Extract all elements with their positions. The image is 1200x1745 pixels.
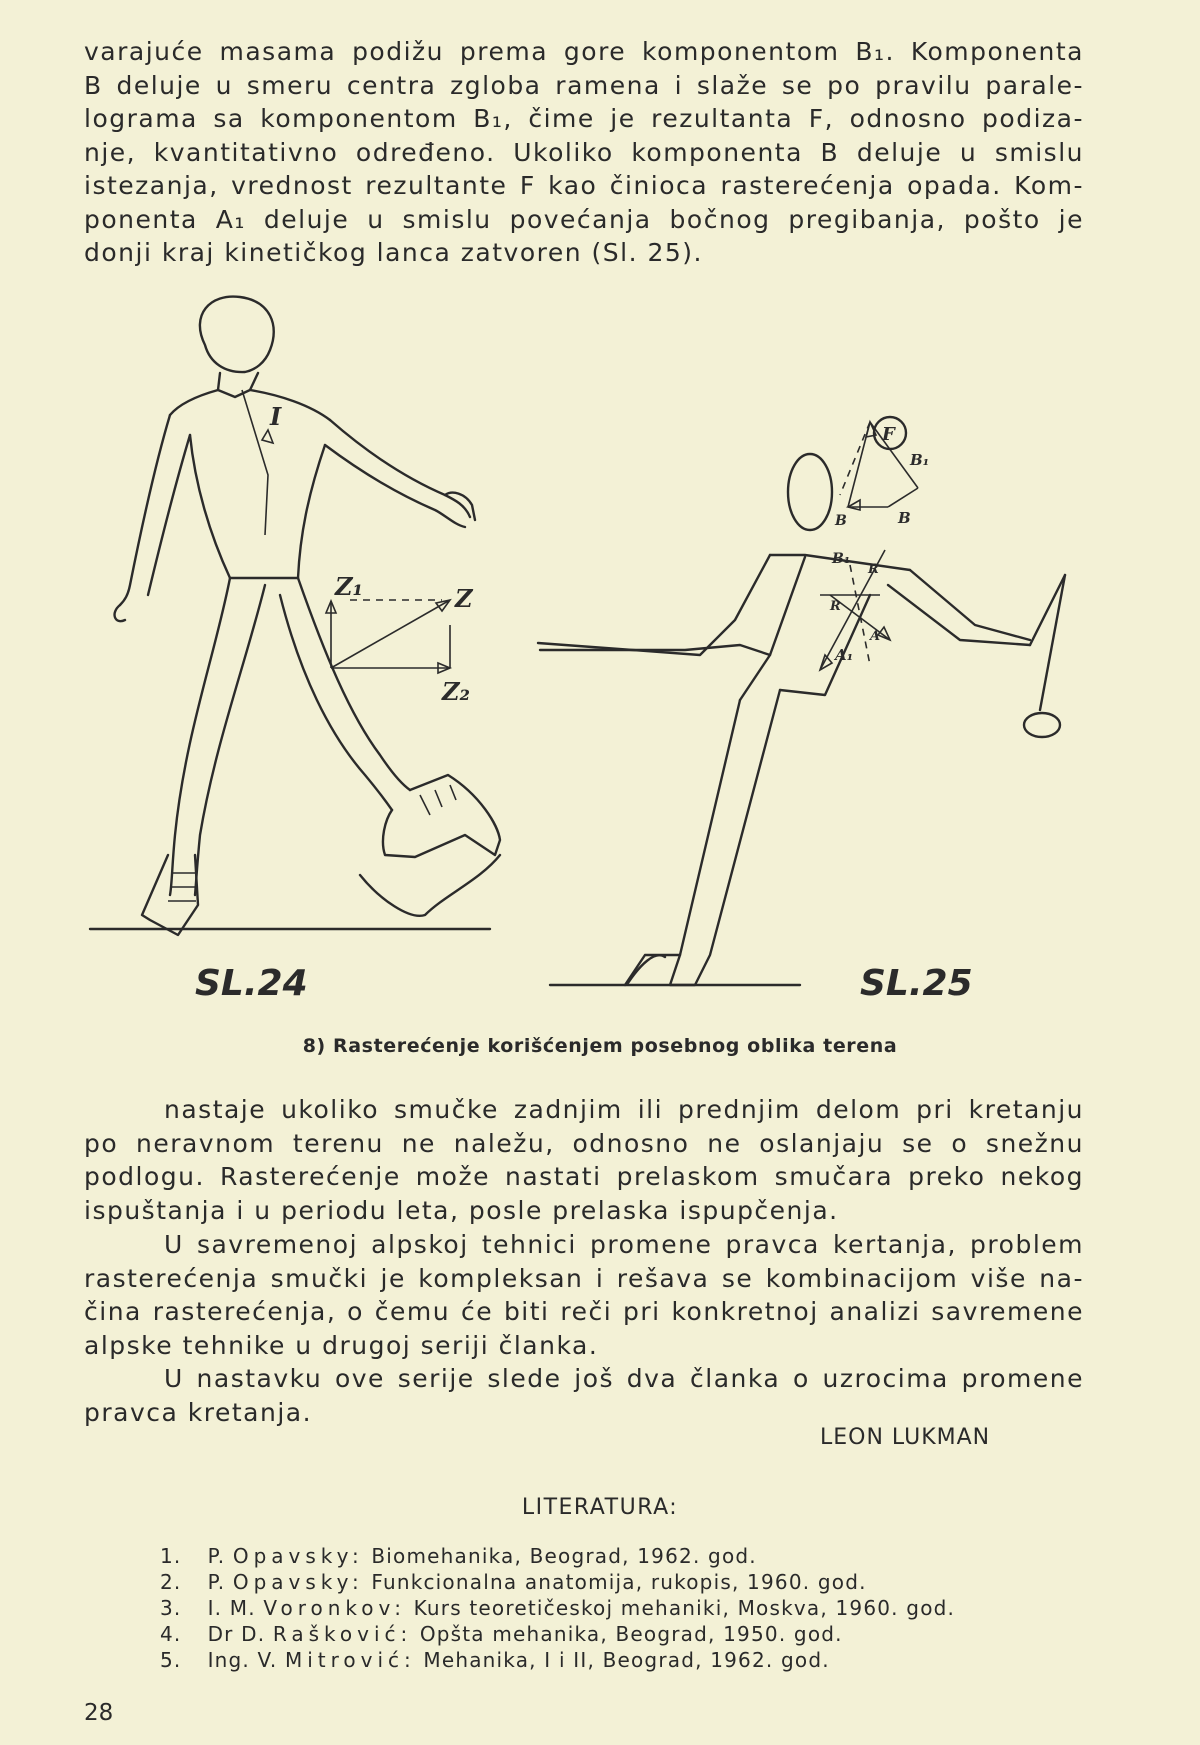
figure-24-drawing [90, 297, 500, 935]
reference-title: Kurs teoretičeskoj mehaniki, Moskva, 1960. god. [413, 1596, 956, 1620]
figure-25-drawing [538, 417, 1065, 985]
paragraph-line: nastaje ukoliko smučke zadnjim ili prednjim delom pri kretanju [164, 1095, 1084, 1124]
reference-number: 3. [160, 1596, 182, 1620]
figure-25-caption: SL.25 [860, 963, 973, 1000]
paragraph-line: U nastavku ove serije slede još dva članka o uzrocima promene [164, 1364, 1084, 1393]
reference-prefix: P. [207, 1544, 226, 1568]
reference-item [160, 1595, 955, 1621]
intro-line: ponenta A₁ deluje u smislu povećanja bočnog pregibanja, pošto je [84, 204, 1084, 234]
label-R-lower: R [830, 599, 841, 614]
intro-line: lograma sa komponentom B₁, čime je rezultanta F, odnosno podiza- [84, 104, 1084, 133]
paragraph-line: U savremenoj alpskoj tehnici promene pravca kertanja, problem [164, 1230, 1084, 1259]
intro-line: nje, kvantitativno određeno. Ukoliko komponenta B deluje u smislu [84, 137, 1084, 167]
paragraph-line: rasterećenja smučki je kompleksan i rešava se kombinacijom više na- [84, 1263, 1084, 1293]
label-B1-lower: B₁ [832, 551, 850, 567]
label-B-left: B [835, 513, 847, 529]
author-name: LEON LUKMAN [820, 1425, 991, 1450]
reference-item [160, 1647, 955, 1673]
reference-prefix: Dr D. [207, 1622, 266, 1646]
intro-paragraph [84, 35, 1084, 270]
reference-title: Funkcionalna anatomija, rukopis, 1960. god. [371, 1570, 867, 1594]
reference-author: Voronkov: [263, 1596, 407, 1620]
reference-prefix: I. M. [207, 1596, 256, 1620]
label-Z: Z [455, 584, 473, 613]
literature-heading: LITERATURA: [521, 1495, 679, 1520]
reference-number: 2. [160, 1570, 182, 1594]
label-A1: A₁ [835, 646, 854, 664]
references-list [160, 1543, 955, 1673]
section-subheading: 8) Rasterećenje korišćenjem posebnog oblika terena [302, 1035, 898, 1057]
intro-line: varajuće masama podižu prema gore komponentom B₁. Komponenta [84, 37, 1084, 66]
reference-number: 1. [160, 1544, 182, 1568]
paragraph-line: alpske tehnike u drugoj seriji članka. [84, 1330, 599, 1360]
paragraph-line: po neravnom terenu ne naležu, odnosno ne oslanjaju se o snežnu [84, 1128, 1084, 1158]
label-F: F [882, 424, 895, 445]
paragraph-2 [84, 1093, 1084, 1227]
figures-svg [80, 295, 1120, 1000]
paragraph-3 [84, 1228, 1084, 1362]
label-I: I [270, 402, 282, 431]
reference-prefix: P. [207, 1570, 226, 1594]
figures-area [80, 295, 1120, 1000]
paragraph-4 [84, 1362, 1084, 1429]
paragraph-line: ispuštanja i u periodu leta, posle prelaska ispupčenja. [84, 1195, 839, 1225]
label-B1-top: B₁ [910, 451, 930, 469]
reference-item [160, 1621, 955, 1647]
label-R-upper: R [868, 562, 879, 577]
reference-prefix: Ing. V. [207, 1648, 278, 1672]
intro-line: donji kraj kinetičkog lanca zatvoren (Sl. 25). [84, 238, 703, 267]
label-Z1: Z₁ [335, 572, 364, 601]
label-A: A [870, 629, 881, 644]
reference-title: Mehanika, I i II, Beograd, 1962. god. [423, 1648, 830, 1672]
reference-item [160, 1543, 955, 1569]
paragraph-line: podlogu. Rasterećenje može nastati prelaskom smučara preko nekog [84, 1162, 1084, 1191]
reference-title: Opšta mehanika, Beograd, 1950. god. [419, 1622, 843, 1646]
reference-author: Opavsky: [232, 1544, 364, 1568]
figure-24-caption: SL.24 [195, 963, 308, 1000]
reference-number: 4. [160, 1622, 182, 1646]
reference-author: Mitrović: [284, 1648, 416, 1672]
paragraph-line: pravca kretanja. [84, 1397, 313, 1427]
label-Z2: Z₂ [442, 677, 471, 706]
reference-author: Opavsky: [232, 1570, 364, 1594]
reference-author: Rašković: [272, 1622, 413, 1646]
intro-line: istezanja, vrednost rezultante F kao činioca rasterećenja opada. Kom- [84, 171, 1084, 200]
reference-number: 5. [160, 1648, 182, 1672]
label-B-right: B [898, 509, 911, 527]
reference-item [160, 1569, 955, 1595]
intro-line: B deluje u smeru centra zgloba ramena i slaže se po pravilu parale- [84, 70, 1084, 100]
paragraph-line: čina rasterećenja, o čemu će biti reči pri konkretnoj analizi savremene [84, 1297, 1084, 1326]
reference-title: Biomehanika, Beograd, 1962. god. [371, 1544, 757, 1568]
page-number: 28 [84, 1700, 114, 1726]
